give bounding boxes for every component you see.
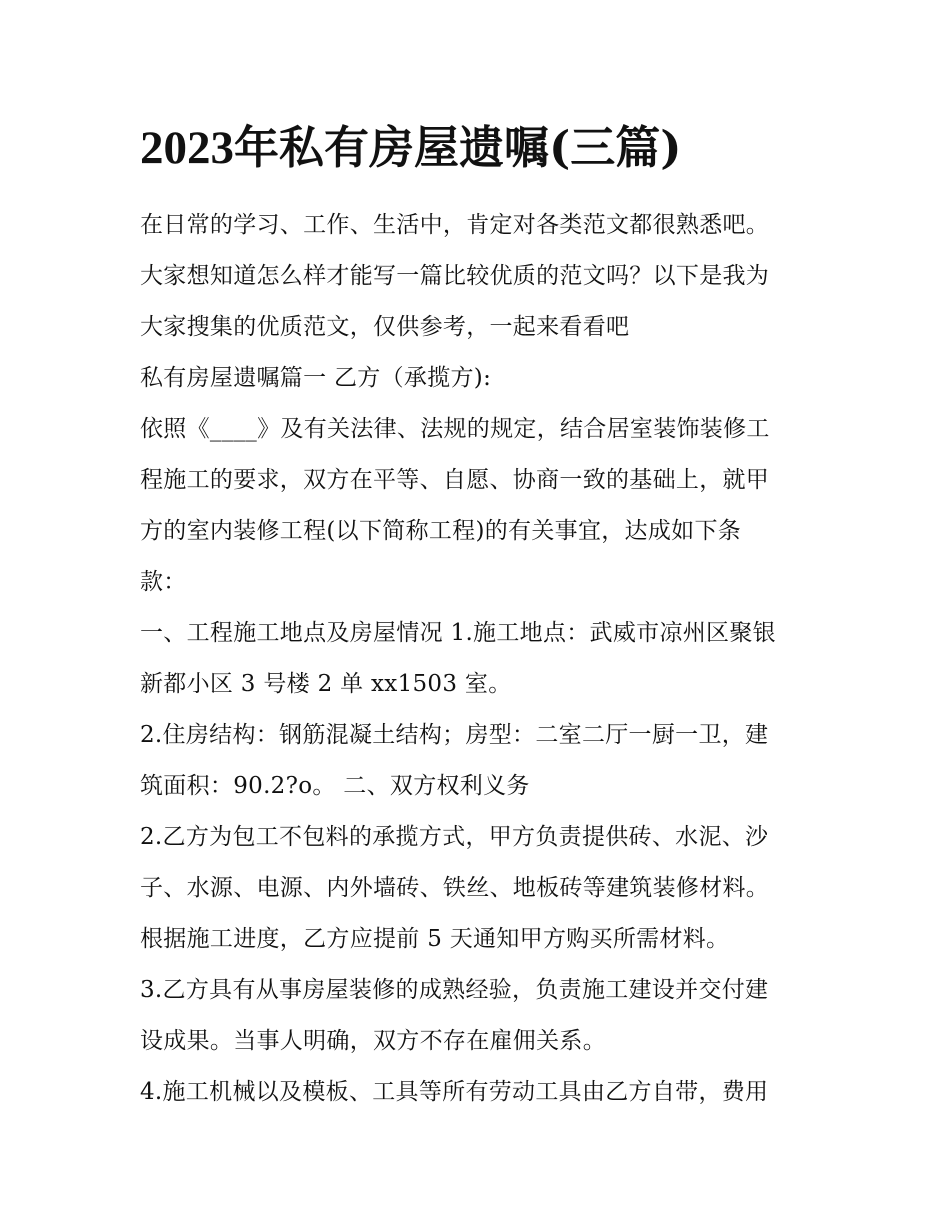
body-line: 子、水源、电源、内外墙砖、铁丝、地板砖等建筑装修材料。: [140, 875, 770, 901]
body-line: 大家想知道怎么样才能写一篇比较优质的范文吗？以下是我为: [140, 263, 770, 289]
document-title: [140, 116, 840, 180]
body-line: 3.乙方具有从事房屋装修的成熟经验，负责施工建设并交付建: [140, 977, 769, 1003]
body-line: 根据施工进度，乙方应提前 5 天通知甲方购买所需材料。: [140, 926, 730, 952]
body-line: 依照《____》及有关法律、法规的规定，结合居室装饰装修工: [140, 416, 770, 442]
body-line: 在日常的学习、工作、生活中，肯定对各类范文都很熟悉吧。: [140, 212, 770, 238]
body-line: 大家搜集的优质范文，仅供参考，一起来看看吧: [140, 314, 630, 340]
body-line: 方的室内装修工程(以下简称工程)的有关事宜，达成如下条: [140, 518, 742, 544]
body-line: 4.施工机械以及模板、工具等所有劳动工具由乙方自带，费用: [140, 1079, 769, 1105]
body-line: 一、工程施工地点及房屋情况 1.施工地点：武威市凉州区聚银: [140, 620, 776, 646]
section-heading: 私有房屋遗嘱篇一 乙方（承揽方):: [140, 365, 492, 391]
title-year: 2023: [140, 122, 234, 174]
body-line: 2.乙方为包工不包料的承揽方式，甲方负责提供砖、水泥、沙: [140, 824, 769, 850]
body-line: 新都小区 3 号楼 2 单 xx1503 室。: [140, 671, 512, 697]
document-body: [140, 200, 820, 1118]
body-line: 筑面积：90.2?o。 二、双方权利义务: [140, 773, 530, 799]
body-line: 设成果。当事人明确，双方不存在雇佣关系。: [140, 1028, 606, 1054]
title-text: 年私有房屋遗嘱(三篇): [234, 121, 682, 174]
body-line: 程施工的要求，双方在平等、自愿、协商一致的基础上，就甲: [140, 467, 770, 493]
body-line: 2.住房结构：钢筋混凝土结构；房型：二室二厅一厨一卫，建: [140, 722, 769, 748]
body-line: 款：: [140, 569, 187, 595]
